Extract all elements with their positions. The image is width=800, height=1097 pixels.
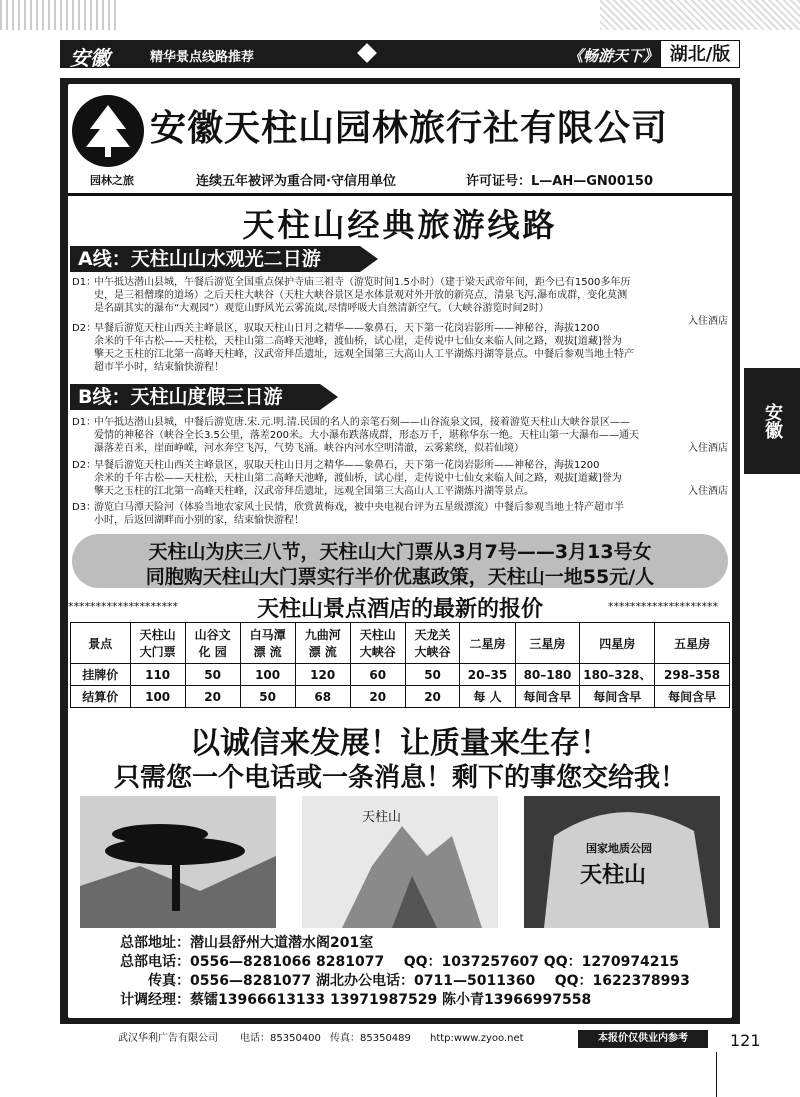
footer-tel: 电话：85350400 [240, 1033, 321, 1044]
stars-right: ******************** [608, 600, 718, 613]
line-a-title: A线：天柱山山水观光二日游 [70, 246, 360, 272]
contact-row: 传真：0556—8281077 湖北办公电话：0711—5011360 QQ：1622378993 [148, 973, 690, 989]
price-table [70, 622, 730, 708]
diamond-icon [357, 43, 377, 63]
promo-line-2: 同胞购天柱山大门票实行半价优惠政策，天柱山一地55元/人 [145, 566, 655, 588]
company-name: 安徽天柱山园林旅行社有限公司 [150, 108, 669, 149]
magazine-name: 《畅游天下》 [568, 47, 659, 65]
magazine-header [60, 40, 740, 68]
table-header-cell: 天龙关 大峡谷 [405, 623, 460, 664]
line-b-title: B线：天柱山度假三日游 [70, 384, 320, 410]
promo-line-1: 天柱山为庆三八节，天柱山大门票从3月7号——3月13号女 [148, 541, 652, 563]
company-honor: 连续五年被评为重合同·守信用单位 [196, 174, 396, 189]
contact-row: 计调经理：蔡镭13966613133 13971987529 陈小青13966997558 [120, 992, 592, 1008]
line-a-day1: D1： 中午抵达潜山县城，午餐后游览全国重点保护寺庙三祖寺（游览时间1.5小时）（建于梁天武帝年间，距今已有1500多年历 史，是三祖僧璨的道场）之后天柱大峡谷（天柱大峡谷景区是水体景观对外开放的新亮点，清泉飞泻,瀑布成群，变化莫测 是名副其实的瀑布“大观园”）观览山野风光云雾流岚,尽情呼吸大自然清新空气。（大峡谷游览时间2时） 入住酒店 [72, 277, 728, 327]
page-footer [68, 1030, 708, 1048]
table-header-cell: 山谷文 化 园 [185, 623, 240, 664]
line-b-day2: D2： 早餐后游览天柱山西关主峰景区，驭取天柱山日月之精华——象鼻石，天下第一花岗岩影所——神秘谷，海拔1200 余米的千年古松——天柱松，天柱山第二高峰天池峰，渡仙桥，试心崖，走传说中七仙女来临人间之路，观拔[道藏]誉为 擎天之玉柱的江北第一高峰天柱峰，汉武帝拜岳遗址，远观全国第三大高山人工平湖炼丹湖等景点。 入住酒店 [72, 460, 728, 497]
table-header-cell: 三星房 [515, 623, 580, 664]
photo-caption: 天柱山 [362, 810, 402, 825]
decorative-corner-right [600, 0, 800, 30]
slogan-2: 只需您一个电话或一条消息！剩下的事您交给我！ [113, 763, 686, 793]
table-header-cell: 五星房 [655, 623, 730, 664]
divider [716, 1052, 717, 1097]
table-header-cell: 二星房 [460, 623, 515, 664]
routes-title: 天柱山经典旅游线路 [242, 206, 558, 244]
contact-row: 总部地址：潜山县舒州大道潜水阁201室 [120, 935, 374, 951]
table-header-cell: 四星房 [580, 623, 655, 664]
footer-company: 武汉华利广告有限公司 [118, 1033, 218, 1044]
photo-geopark-stone [524, 796, 720, 928]
table-header-cell: 天柱山 大峡谷 [350, 623, 405, 664]
footer-fax: 传真：85350489 [330, 1033, 411, 1044]
table-header-row [71, 623, 730, 664]
line-b-day3: D3： 游览白马潭天险河（体验当地农家风土民情，欣赏黄梅戏，被中央电视台评为五星级漂流）中餐后参观当地土特产超市半 小时，后返回湖畔而小别的家，结束愉快游程！ [72, 502, 624, 526]
table-row: 挂牌价 110 50 100 120 60 50 20–35 80–180 180–328、 298–358 [71, 664, 730, 686]
header-recommend: 精华景点线路推荐 [150, 50, 255, 65]
contact-row: 总部电话：0556—8281066 8281077 QQ：1037257607 QQ：1270974215 [120, 954, 680, 970]
line-b-day1: D1： 中午抵达潜山县城，中餐后游览唐.宋.元.明.清.民国的名人的亲笔石刻——山谷流泉文园，接着游览天柱山大峡谷景区—— 爱情的神秘谷（峡谷全长3.5公里，落差200米。大小瀑布跌落成群，形态万千，堪称华东一绝。天柱山第一大瀑布——通天 瀑落差百米，崖面峥嵘，河水奔空飞泻，气势飞涌。峡谷内河水空明清澈，云雾萦绕，似若仙境） 入住酒店 [72, 417, 728, 454]
table-header-cell: 白马潭 漂 流 [240, 623, 295, 664]
slogan-1: 以诚信来发展！让质量来生存！ [190, 726, 610, 761]
contact-info [110, 934, 690, 1010]
hotel-price-title: 天柱山景点酒店的最新的报价 [256, 597, 543, 622]
stone-caption: 国家地质公园 [586, 842, 652, 855]
line-a-day2: D2： 早餐后游览天柱山西关主峰景区，驭取天柱山日月之精华——象鼻石，天下第一花岗岩影所——神秘谷，海拔1200 余米的千年古松——天柱松，天柱山第二高峰天池峰，渡仙桥，试心崖，走传说中七仙女来临人间之路，观拔[道藏]誉为 擎天之玉柱的江北第一高峰天柱峰，汉武帝拜岳遗址，远观全国第三大高山人工平湖炼丹湖等景点。中餐后参观当地土特产 超市半小时，结束愉快游程！ [72, 323, 634, 373]
side-tab: 安徽 [744, 368, 800, 474]
stars-left: ******************** [68, 600, 178, 613]
table-header-cell: 天柱山 大门票 [130, 623, 185, 664]
footer-note: 本报价仅供业内参考 [578, 1030, 708, 1048]
region-label: 湖北/版 [660, 40, 740, 68]
header-brand: 安徽 [70, 46, 110, 70]
decorative-corner-left [0, 0, 120, 30]
tree-logo-icon [72, 95, 144, 167]
logo-subtitle: 园林之旅 [90, 174, 134, 187]
photo-pine-tree [80, 796, 276, 928]
page-number: 121 [730, 1031, 761, 1050]
footer-url[interactable]: http:www.zyoo.net [430, 1033, 524, 1044]
photo-mountain-peak [302, 796, 498, 928]
divider [68, 193, 732, 196]
license-number: 许可证号：L—AH—GN00150 [466, 174, 654, 189]
table-row: 结算价 100 20 50 68 20 20 每 人 每间含早 每间含早 每间含早 [71, 686, 730, 708]
stone-title: 天柱山 [580, 862, 647, 888]
table-header-cell: 景点 [71, 623, 131, 664]
table-header-cell: 九曲河 漂 流 [295, 623, 350, 664]
